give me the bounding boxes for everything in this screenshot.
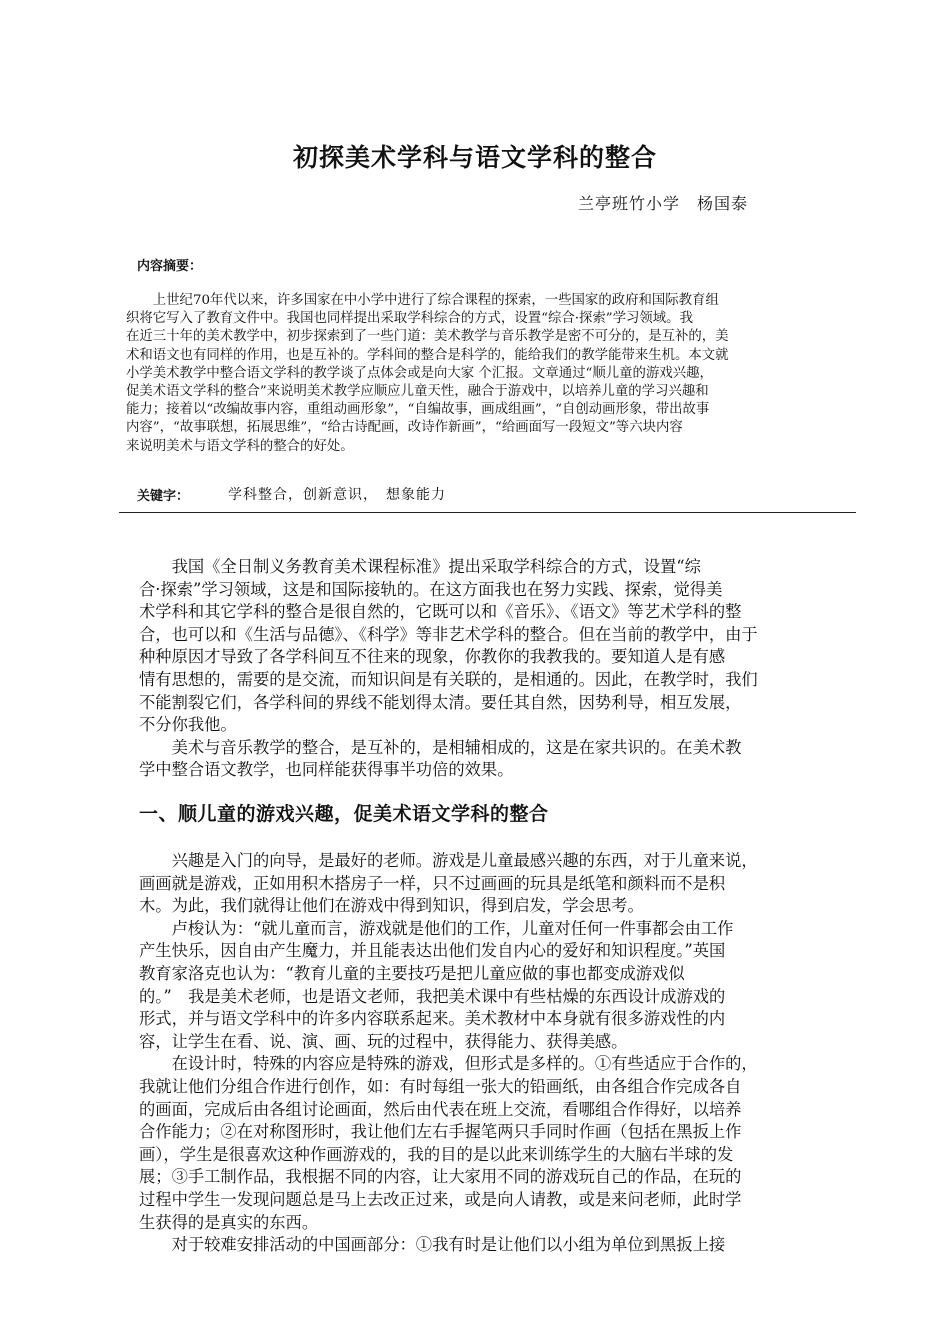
keywords-label: 关键字： [137,489,190,504]
text-line: 能力；接着以“改编故事内容，重组动画形象”，“自编故事，画成组画”，“自创动画形象，带出故事 [126,402,710,418]
text-line: 来说明美术与语文学科的整合的好处。 [126,438,354,454]
text-line: 对于较难安排活动的中国画部分：①我有时是让他们以小组为单位到黑扳上接 [139,1235,726,1255]
text-line: 教育家洛克也认为：“教育儿童的主要技巧是把儿童应做的事也都变成游戏似 [139,963,685,983]
text-line: 织将它写入了教育文件中。我国也同样提出采取学科综合的方式，设置“综合·探索”学习领域。我 [126,311,693,327]
author-line: 兰亭班竹小学 杨国泰 [578,194,749,213]
text-line: 我就让他们分组合作进行创作，如：有时每组一张大的铅画纸，由各组合作完成各自 [139,1076,742,1096]
text-line: 容，让学生在看、说、演、画、玩的过程中，获得能力、获得美感。 [139,1031,628,1051]
keywords-text: 学科整合，创新意识， 想象能力 [228,487,446,503]
text-line: 学中整合语文教学，也同样能获得事半功倍的效果。 [139,760,514,780]
text-line: 合·探索”学习领域，这是和国际接轨的。在这方面我也在努力实践、探索，觉得美 [139,579,723,599]
intro-paragraphs [139,556,865,782]
text-line: 种种原因才导致了各学科间互不往来的现象，你教你的我教我的。要知道人是有感 [139,647,726,667]
separator-rule [119,512,856,513]
abstract-label: 内容摘要： [137,259,203,274]
text-line: 形式，并与语文学科中的许多内容联系起来。美术教材中本身就有很多游戏性的内 [139,1009,726,1029]
text-line: 画），学生是很喜欢这种作画游戏的，我的目的是以此来训练学生的大脑右半球的发 [139,1144,734,1164]
text-line: 展；③手工制作品，我根据不同的内容，让大家用不同的游戏玩自己的作品，在玩的 [139,1167,742,1187]
text-line: 在设计时，特殊的内容应是特殊的游戏，但形式是多样的。①有些适应于合作的， [139,1054,758,1074]
document-title: 初探美术学科与语文学科的整合 [292,143,657,172]
text-line: 术学科和其它学科的整合是很自然的，它既可以和《音乐》、《语文》等艺术学科的整 [139,602,742,622]
text-line: 合作能力；②在对称图形时，我让他们左右手握笔两只手同时作画（包括在黑扳上作 [139,1122,742,1142]
text-line: 促美术语文学科的整合”来说明美术教学应顺应儿童天性，融合于游戏中，以培养儿童的学习兴趣和 [126,384,709,400]
text-line: 过程中学生一发现问题总是马上去改正过来，或是向人请教，或是来问老师，此时学 [139,1189,742,1209]
text-line: 美术与音乐教学的整合，是互补的，是相辅相成的，这是在家共识的。在美术教 [139,737,742,757]
text-line: 上世纪70年代以来，许多国家在中小学中进行了综合课程的探索，一些国家的政府和国际教育组 [126,293,719,308]
text-line: 情有思想的，需要的是交流，而知识间是有关联的，是相通的。因此，在教学时，我们 [139,669,758,689]
text-line: 生获得的是真实的东西。 [139,1212,319,1232]
text-line: 在近三十年的美术教学中，初步探索到了一些门道：美术教学与音乐教学是密不可分的，是互补的，美 [126,329,729,345]
text-line: 卢梭认为：“就儿童而言，游戏就是他们的工作，儿童对任何一件事都会由工作 [139,918,734,938]
text-line: 不能割裂它们，各学科间的界线不能划得太清。要任其自然，因势利导，相互发展， [139,692,742,712]
text-line: 小学美术教学中整合语文学科的教学谈了点体会或是向大家 个汇报。文章通过“顺儿童的游戏兴趣， [126,365,713,381]
text-line: 兴趣是入门的向导，是最好的老师。游戏是儿童最感兴趣的东西，对于儿童来说， [139,851,758,870]
text-line: 合，也可以和《生活与品德》、《科学》等非艺术学科的整合。但在当前的教学中，由于 [139,624,758,644]
text-line: 产生快乐，因自由产生魔力，并且能表达出他们发自内心的爱好和知识程度。”英国 [139,941,726,961]
text-line: 木。为此，我们就得让他们在游戏中得到知识，得到启发，学会思考。 [139,896,644,916]
text-line: 的画面，完成后由各组讨论画面，然后由代表在班上交流，看哪组合作得好，以培养 [139,1099,742,1119]
text-line: 的。” 我是美术老师，也是语文老师，我把美术课中有些枯燥的东西设计成游戏的 [139,986,726,1006]
text-line: 画画就是游戏，正如用积木搭房子一样，只不过画画的玩具是纸笔和颜料而不是积 [139,873,726,893]
section-1-paragraphs [139,850,865,1257]
section-heading-1: 一、顺儿童的游戏兴趣，促美术语文学科的整合 [139,803,549,825]
text-line: 内容”，“故事联想，拓展思维”，“给古诗配画，改诗作新画”，“给画面写一段短文”等六块内容 [126,420,683,436]
abstract-text [126,292,862,456]
text-line: 我国《全日制义务教育美术课程标准》提出采取学科综合的方式，设置“综 [139,557,701,576]
text-line: 不分你我他。 [139,715,237,735]
text-line: 术和语文也有同样的作用，也是互补的。学科间的整合是科学的，能给我们的教学能带来生机。本文就 [126,347,729,363]
